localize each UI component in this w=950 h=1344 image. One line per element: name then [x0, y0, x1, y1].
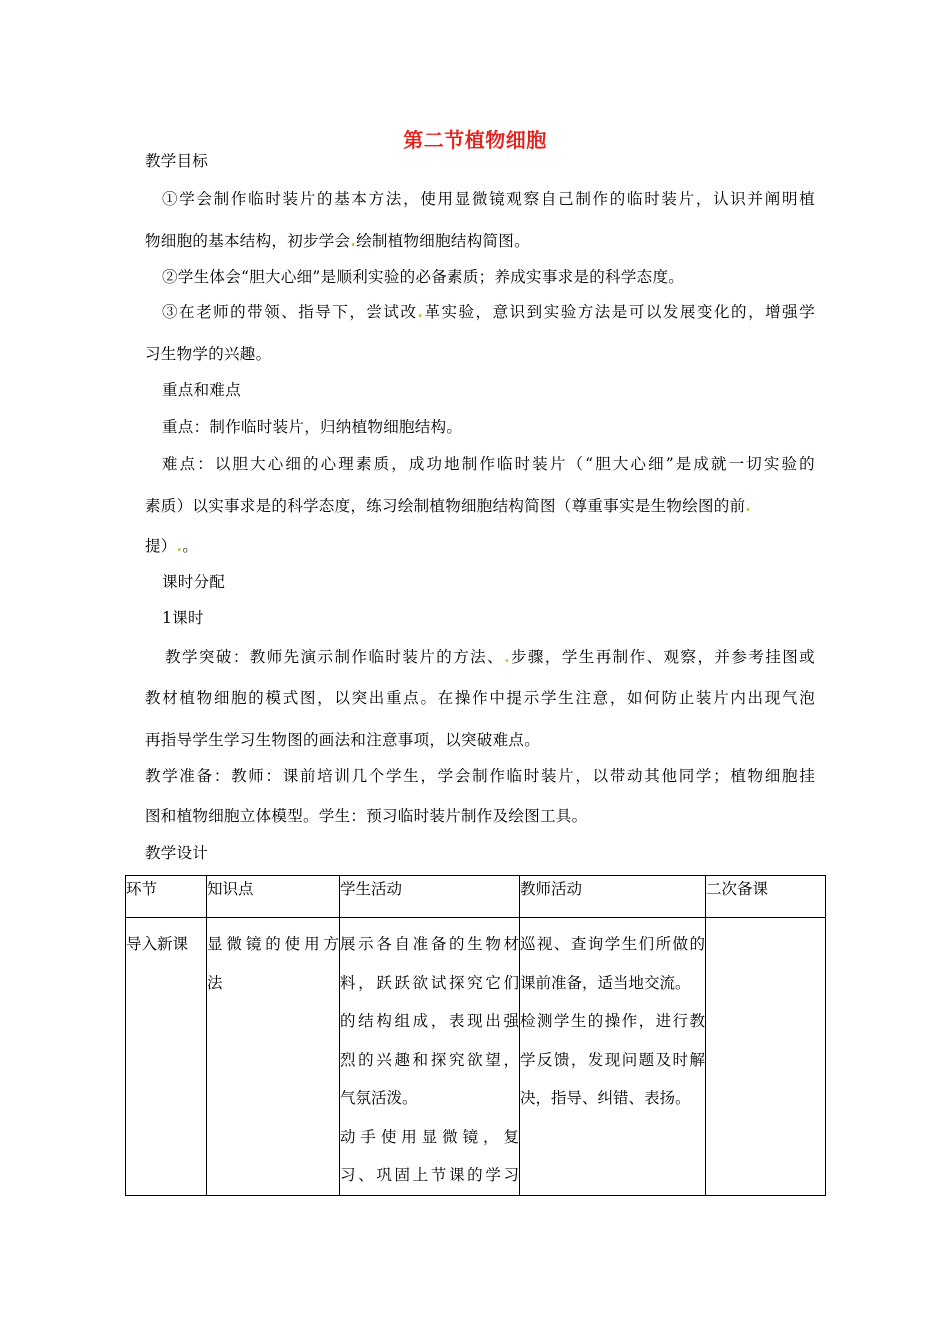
- cell-stage: [126, 918, 207, 1196]
- teacher-line: 巡视、查询学生们所做的: [520, 935, 705, 953]
- marker-dot: .: [176, 536, 183, 555]
- stage-text: 导入新课: [126, 935, 189, 953]
- difficulty-line-2: [145, 496, 815, 516]
- objective-1-line-1: ①学会制作临时装片的基本方法，使用显微镜观察自己制作的临时装片，认识并阐明植: [162, 190, 815, 208]
- preparation-line-2: 图和植物细胞立体模型。学生：预习临时装片制作及绘图工具。: [145, 807, 588, 825]
- breakthrough-line-1a: 教学突破：教师先演示制作临时装片的方法、: [165, 648, 505, 666]
- objective-3-line-1b: 革实验，意识到实验方法是可以发展变化的，增强学: [423, 303, 815, 321]
- cell-notes: [706, 918, 826, 1196]
- table-header-row: [126, 876, 826, 918]
- student-line: 习、巩固上节课的学习: [340, 1166, 519, 1184]
- cell-knowledge: [207, 918, 340, 1196]
- objective-1-line-2: [145, 231, 815, 251]
- header-teacher-activity: 教师活动: [520, 876, 706, 918]
- focus-text: 重点：制作临时装片，归纳植物细胞结构。: [162, 418, 463, 436]
- student-line: 烈的兴趣和探究欲望，: [340, 1050, 519, 1069]
- difficulty-line-1: 难点：以胆大心细的心理素质，成功地制作临时装片（“胆大心细”是成就一切实验的: [162, 455, 815, 473]
- knowledge-line: 法: [207, 973, 223, 992]
- schedule-heading: 课时分配: [162, 573, 226, 591]
- marker-dot: .: [417, 302, 424, 321]
- preparation-line-1: 教学准备：教师：课前培训几个学生，学会制作临时装片，以带动其他同学；植物细胞挂: [145, 767, 815, 785]
- student-line: 料，跃跃欲试探究它们: [340, 973, 519, 992]
- lesson-design-table: [125, 875, 826, 1196]
- difficulty-line-3a: 提）: [145, 537, 177, 555]
- objectives-heading: 教学目标: [145, 152, 209, 170]
- breakthrough-line-1b: 步骤，学生再制作、观察，并参考挂图或: [509, 648, 815, 666]
- difficulty-line-3: [145, 536, 815, 556]
- cell-teacher-activity: [520, 918, 706, 1196]
- difficulty-line-2-text: 素质）以实事求是的科学态度，练习绘制植物细胞结构简图（尊重事实是生物绘图的前: [145, 497, 746, 515]
- teacher-line: 决，指导、纠错、表扬。: [520, 1089, 691, 1107]
- objective-3-line-1a: ③在老师的带领、指导下，尝试改: [162, 303, 418, 321]
- knowledge-line: 显微镜的使用方: [207, 935, 339, 953]
- schedule-value: 1课时: [162, 609, 204, 627]
- table-row: [126, 918, 826, 1196]
- student-line: 动手使用显微镜，复: [340, 1127, 519, 1146]
- objective-3-line-1: [162, 302, 815, 322]
- design-heading: 教学设计: [145, 844, 209, 862]
- focus-heading: 重点和难点: [162, 381, 242, 399]
- objective-1-line-2b: 绘制植物细胞结构简图。: [356, 232, 530, 250]
- breakthrough-line-3: 再指导学生学习生物图的画法和注意事项，以突破难点。: [145, 731, 541, 749]
- teacher-line: 检测学生的操作，进行教: [520, 1012, 705, 1030]
- marker-dot: .: [350, 231, 357, 250]
- cell-student-activity: [340, 918, 520, 1196]
- header-stage: 环节: [126, 876, 207, 918]
- objective-1-line-2a: 物细胞的基本结构，初步学会: [145, 232, 351, 250]
- breakthrough-line-1: [165, 647, 815, 667]
- objective-2: ②学生体会“胆大心细”是顺利实验的必备素质；养成实事求是的科学态度。: [162, 268, 685, 286]
- difficulty-line-3b: 。: [182, 537, 199, 555]
- student-line: 气氛活泼。: [340, 1089, 418, 1107]
- student-line: 的结构组成，表现出强: [340, 1012, 519, 1030]
- header-knowledge: 知识点: [207, 876, 340, 918]
- marker-dot: .: [504, 647, 510, 666]
- header-student-activity: 学生活动: [340, 876, 520, 918]
- teacher-line: 课前准备，适当地交流。: [520, 973, 691, 992]
- header-notes: 二次备课: [706, 876, 826, 918]
- student-line: 展示各自准备的生物材: [340, 935, 519, 953]
- marker-dot: .: [745, 496, 752, 515]
- breakthrough-line-2: 教材植物细胞的模式图，以突出重点。在操作中提示学生注意，如何防止装片内出现气泡: [145, 689, 815, 707]
- teacher-line: 学反馈，发现问题及时解: [520, 1050, 705, 1069]
- objective-3-line-2: 习生物学的兴趣。: [145, 345, 272, 363]
- page-title: 第二节植物细胞: [403, 128, 547, 152]
